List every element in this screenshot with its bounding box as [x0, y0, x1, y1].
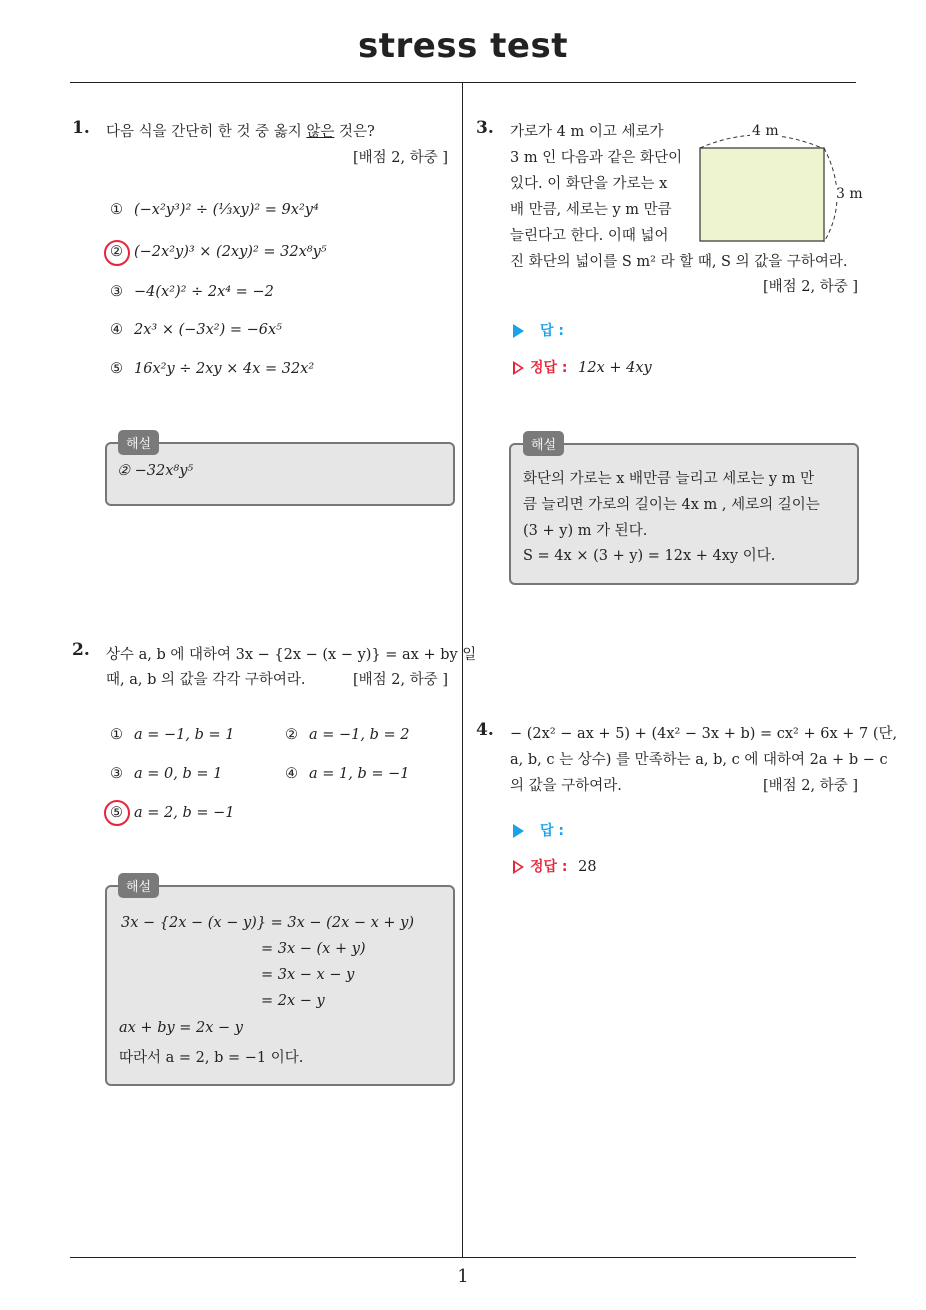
solution-text: ② −32x⁸y⁵ [117, 463, 194, 479]
question-text-line: 가로가 4 m 이고 세로가 [510, 124, 664, 140]
question-number: 4. [476, 720, 494, 740]
choice-text: 2x³ × (−3x²) = −6x⁵ [134, 322, 282, 338]
choice-text: 16x²y ÷ 2xy × 4x = 32x² [134, 361, 315, 377]
choice-text: (−2x²y)³ × (2xy)² = 32x⁸y⁵ [134, 244, 327, 260]
choice-number: ① [110, 202, 123, 218]
garden-rect [700, 148, 824, 241]
choice-number: ③ [110, 284, 123, 300]
answer-field[interactable]: 답 : [513, 320, 564, 340]
footer-rule [70, 1257, 856, 1258]
choice-2[interactable] [285, 727, 409, 743]
question-number: 1. [72, 118, 90, 138]
question-text-line2: 때, a, b 의 값을 각각 구하여라. [106, 672, 306, 688]
choice-text: a = 0, b = 1 [134, 766, 223, 782]
question-text-line1: 상수 a, b 에 대하여 3x − {2x − (x − y)} = ax + by 일 [106, 647, 477, 663]
choice-1[interactable] [110, 727, 234, 743]
answer-field[interactable]: 답 : [513, 820, 564, 840]
solution-tag: 해설 [523, 431, 564, 456]
choice-number: ① [110, 727, 123, 743]
solution-line: S = 4x × (3 + y) = 12x + 4xy 이다. [523, 548, 776, 564]
choice-4[interactable] [110, 322, 282, 338]
selected-answer-circle [104, 800, 130, 826]
correct-answer: 정답 : 28 [513, 856, 597, 876]
outline-triangle-icon [513, 361, 524, 375]
choice-number: ② [110, 244, 123, 260]
choice-1[interactable] [110, 202, 319, 218]
choice-4[interactable] [285, 766, 409, 782]
choice-2[interactable] [110, 244, 327, 260]
choice-number: ④ [285, 766, 298, 782]
score-info: [배점 2, 하중 ] [762, 279, 858, 295]
question-number: 3. [476, 118, 494, 138]
selected-answer-circle [104, 240, 130, 266]
question-text-line1: − (2x² − ax + 5) + (4x² − 3x + b) = cx² + 6x + 7 (단, [510, 726, 898, 742]
solution-line: = 3x − (x + y) [261, 941, 366, 957]
solution-line: = 3x − x − y [261, 967, 355, 983]
solution-tag: 해설 [118, 430, 159, 455]
question-text: 다음 식을 간단히 한 것 중 옳지 않은 것은? [106, 124, 375, 140]
side-dim-label: 3 m [836, 186, 863, 202]
solution-line: (3 + y) m 가 된다. [523, 523, 648, 539]
choice-3[interactable] [110, 284, 274, 300]
solution-box [509, 443, 859, 585]
choice-3[interactable] [110, 766, 222, 782]
question-text-line: 늘린다고 한다. 이때 넓어 [510, 228, 669, 244]
header-rule [70, 82, 856, 83]
score-info: [배점 2, 하중 ] [352, 150, 448, 166]
question-text-line: 있다. 이 화단을 가로는 x [510, 176, 668, 192]
choice-number: ③ [110, 766, 123, 782]
play-icon [513, 824, 524, 838]
question-text-line: 3 m 인 다음과 같은 화단이 [510, 150, 683, 166]
choice-text: (−x²y³)² ÷ (⅓xy)² = 9x²y⁴ [134, 202, 319, 218]
column-divider [462, 82, 463, 1258]
choice-number: ⑤ [110, 361, 123, 377]
solution-line: ax + by = 2x − y [119, 1020, 243, 1036]
solution-line: 3x − {2x − (x − y)} = 3x − (2x − x + y) [121, 915, 415, 931]
score-info: [배점 2, 하중 ] [352, 672, 448, 688]
choice-number: ④ [110, 322, 123, 338]
question-text-line: 배 만큼, 세로는 y m 만큼 [510, 202, 672, 218]
choice-text: a = −1, b = 2 [309, 727, 410, 743]
choice-number: ② [285, 727, 298, 743]
solution-box [105, 885, 455, 1086]
question-text-line2: a, b, c 는 상수) 를 만족하는 a, b, c 에 대하여 2a + b − c [510, 752, 888, 768]
page-number: 1 [457, 1266, 469, 1287]
question-text-line: 진 화단의 넓이를 S m² 라 할 때, S 의 값을 구하여라. [510, 254, 848, 270]
score-info: [배점 2, 하중 ] [762, 778, 858, 794]
play-icon [513, 324, 524, 338]
choice-number: ⑤ [110, 805, 123, 821]
solution-line: 화단의 가로는 x 배만큼 늘리고 세로는 y m 만 [523, 471, 815, 487]
question-text-line3: 의 값을 구하여라. [510, 778, 622, 794]
choice-5[interactable] [110, 361, 314, 377]
choice-text: a = 1, b = −1 [309, 766, 410, 782]
correct-answer: 정답 : 12x + 4xy [513, 357, 652, 377]
solution-line: 따라서 a = 2, b = −1 이다. [119, 1050, 304, 1066]
choice-text: a = 2, b = −1 [134, 805, 235, 821]
top-dim-label: 4 m [752, 123, 779, 139]
question-number: 2. [72, 640, 90, 660]
page-title: stress test [358, 26, 568, 66]
choice-text: −4(x²)² ÷ 2x⁴ = −2 [134, 284, 274, 300]
solution-line: = 2x − y [261, 993, 325, 1009]
choice-text: a = −1, b = 1 [134, 727, 235, 743]
outline-triangle-icon [513, 860, 524, 874]
solution-tag: 해설 [118, 873, 159, 898]
underlined-word: 않은 [306, 124, 335, 140]
solution-line: 큼 늘리면 가로의 길이는 4x m , 세로의 길이는 [523, 497, 820, 513]
